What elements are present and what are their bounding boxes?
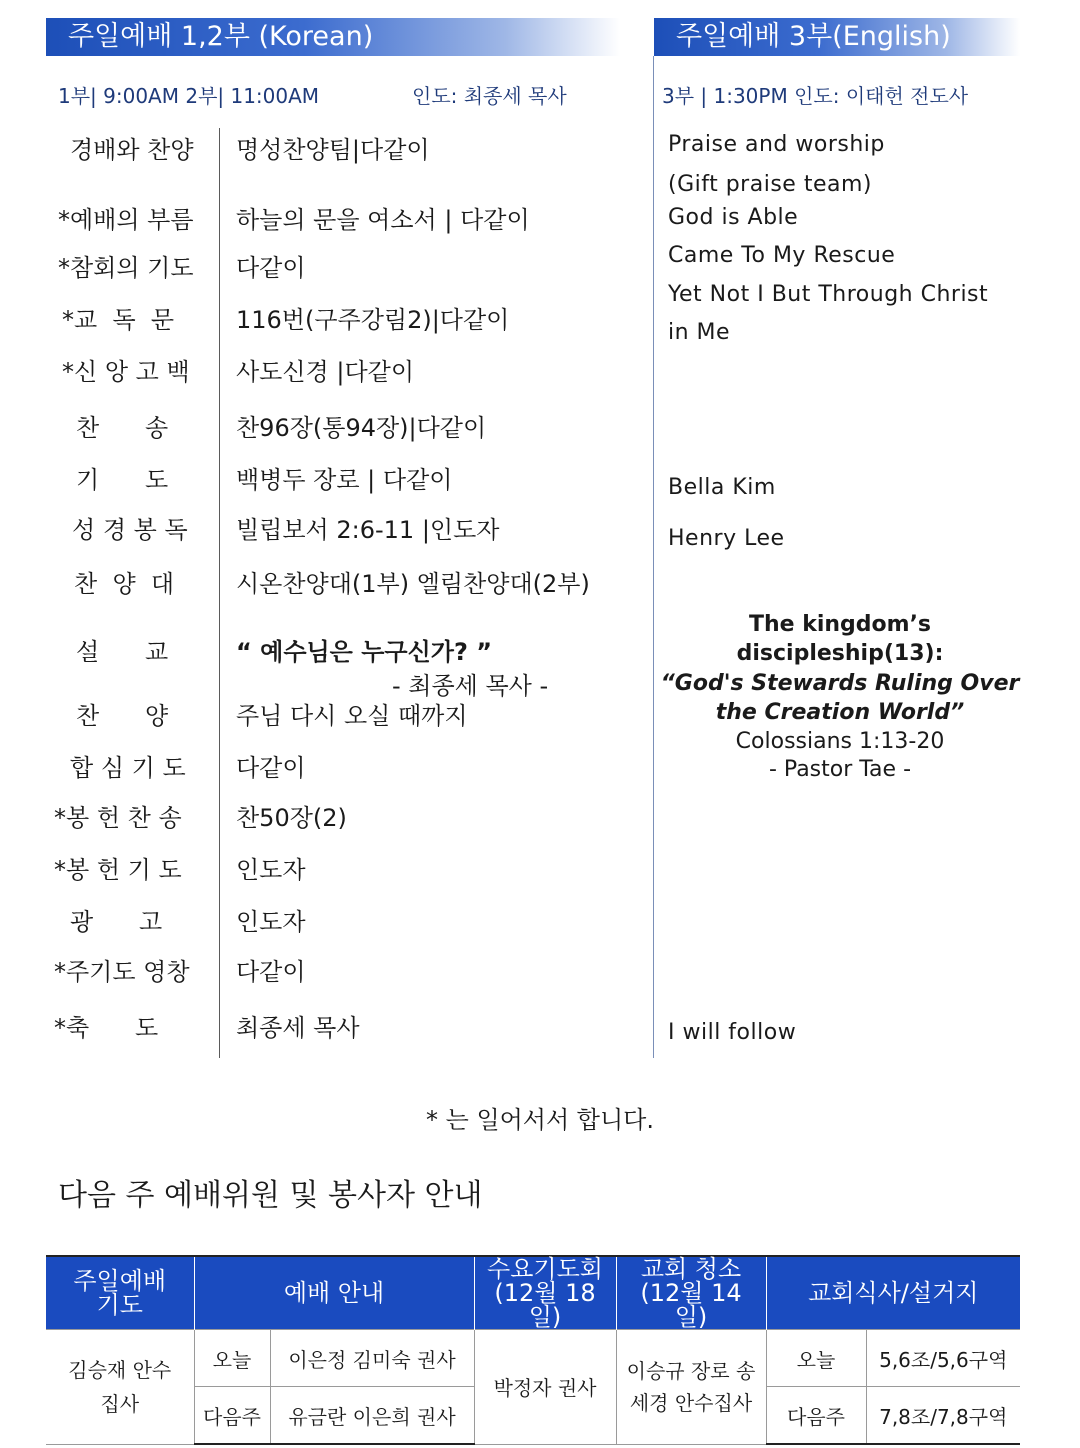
meal-next-label: 다음주 [766,1387,866,1445]
english-line: in Me [668,320,731,345]
meal-today: 5,6조/5,6구역 [866,1330,1020,1387]
english-line: Yet Not I But Through Christ [668,282,989,307]
sermon-preacher-korean: - 최종세 목사 - [392,672,549,700]
english-line: (Gift praise team) [668,172,872,197]
english-line: God is Able [668,205,799,230]
next-label: 다음주 [194,1387,270,1445]
sermon-preacher: - Pastor Tae - [768,757,912,782]
english-line: Bella Kim [668,475,776,500]
english-line: Praise and worship [668,132,885,157]
order-label: *예배의 부름 [58,206,194,234]
standing-note: * 는 일어서서 합니다. [426,1106,654,1134]
order-value: 찬96장(통94장)|다같이 [236,414,487,442]
sermon-scripture: Colossians 1:13-20 [735,729,945,754]
order-value: 사도신경 |다같이 [236,358,415,386]
wednesday-person: 박정자 권사 [474,1330,616,1445]
header-wednesday: 수요기도회 (12월 18일) [474,1256,616,1330]
cleaning-person: 이승규 장로 송세경 안수집사 [616,1330,766,1445]
order-value: 인도자 [236,856,306,884]
order-value: 빌립보서 2:6-11 |인도자 [236,516,500,544]
order-label: 찬 양 대 [74,570,175,598]
header-guide: 예배 안내 [194,1256,474,1330]
order-value: 찬50장(2) [236,804,347,832]
servers-title: 다음 주 예배위원 및 봉사자 안내 [58,1178,483,1213]
order-value: 명성찬양팀|다같이 [236,136,430,164]
order-label: *교 독 문 [62,306,175,334]
order-value: 백병두 장로 | 다같이 [236,466,453,494]
guide-next: 유금란 이은희 권사 [270,1387,474,1445]
order-value: 최종세 목사 [236,1014,360,1042]
order-label: *주기도 영창 [54,958,190,986]
prayer-person: 김승재 안수집사 [46,1330,194,1445]
english-service-header: 주일예배 3부(English) [654,18,1020,56]
order-value: 116번(구주강림2)|다같이 [236,306,510,334]
order-label: 기 도 [76,466,169,494]
header-meal: 교회식사/설거지 [766,1256,1020,1330]
order-value: 주님 다시 오실 때까지 [236,702,468,730]
order-label: 경배와 찬양 [70,136,194,164]
guide-today: 이은정 김미숙 권사 [270,1330,474,1387]
order-label: *봉 헌 기 도 [54,856,182,884]
sermon-quote-line: the Creation World” [715,700,965,725]
english-line: Henry Lee [668,526,785,551]
english-service-times: 3부 | 1:30PM 인도: 이태헌 전도사 [662,84,969,108]
order-label: 광 고 [70,908,163,936]
order-label: 설 교 [76,638,169,666]
order-value: 시온찬양대(1부) 엘림찬양대(2부) [236,570,590,598]
order-value: 하늘의 문을 여소서 | 다같이 [236,206,530,234]
header-prayer: 주일예배 기도 [46,1256,194,1330]
header-cleaning: 교회 청소 (12월 14일) [616,1256,766,1330]
servers-table [46,1255,1020,1445]
sermon-quote-line: “God's Stewards Ruling Over [660,671,1020,696]
english-line: Came To My Rescue [668,243,896,268]
order-value: 다같이 [236,958,306,986]
order-label: 찬 송 [76,414,169,442]
column-divider [653,56,654,1058]
korean-service-header: 주일예배 1,2부 (Korean) [46,18,620,56]
sermon-title-line: discipleship(13): [736,641,944,666]
order-label: *신 앙 고 백 [62,358,190,386]
order-label: 합 심 기 도 [70,754,186,782]
meal-today-label: 오늘 [766,1330,866,1387]
sermon-title-line: The kingdom’s [748,612,932,637]
korean-service-times: 1부| 9:00AM 2부| 11:00AM [58,84,320,108]
korean-service-leader: 인도: 최종세 목사 [412,84,567,108]
order-value: 다같이 [236,254,306,282]
today-label: 오늘 [194,1330,270,1387]
order-label: *봉 헌 찬 송 [54,804,182,832]
order-label: *참회의 기도 [58,254,194,282]
order-label: 찬 양 [76,702,169,730]
order-label: *축 도 [54,1014,159,1042]
order-value: 다같이 [236,754,306,782]
order-label: 성 경 봉 독 [72,516,188,544]
order-value: 인도자 [236,908,306,936]
sermon-title-korean: “ 예수님은 누구신가? ” [236,638,493,666]
english-line: I will follow [668,1020,797,1045]
meal-next: 7,8조/7,8구역 [866,1387,1020,1445]
